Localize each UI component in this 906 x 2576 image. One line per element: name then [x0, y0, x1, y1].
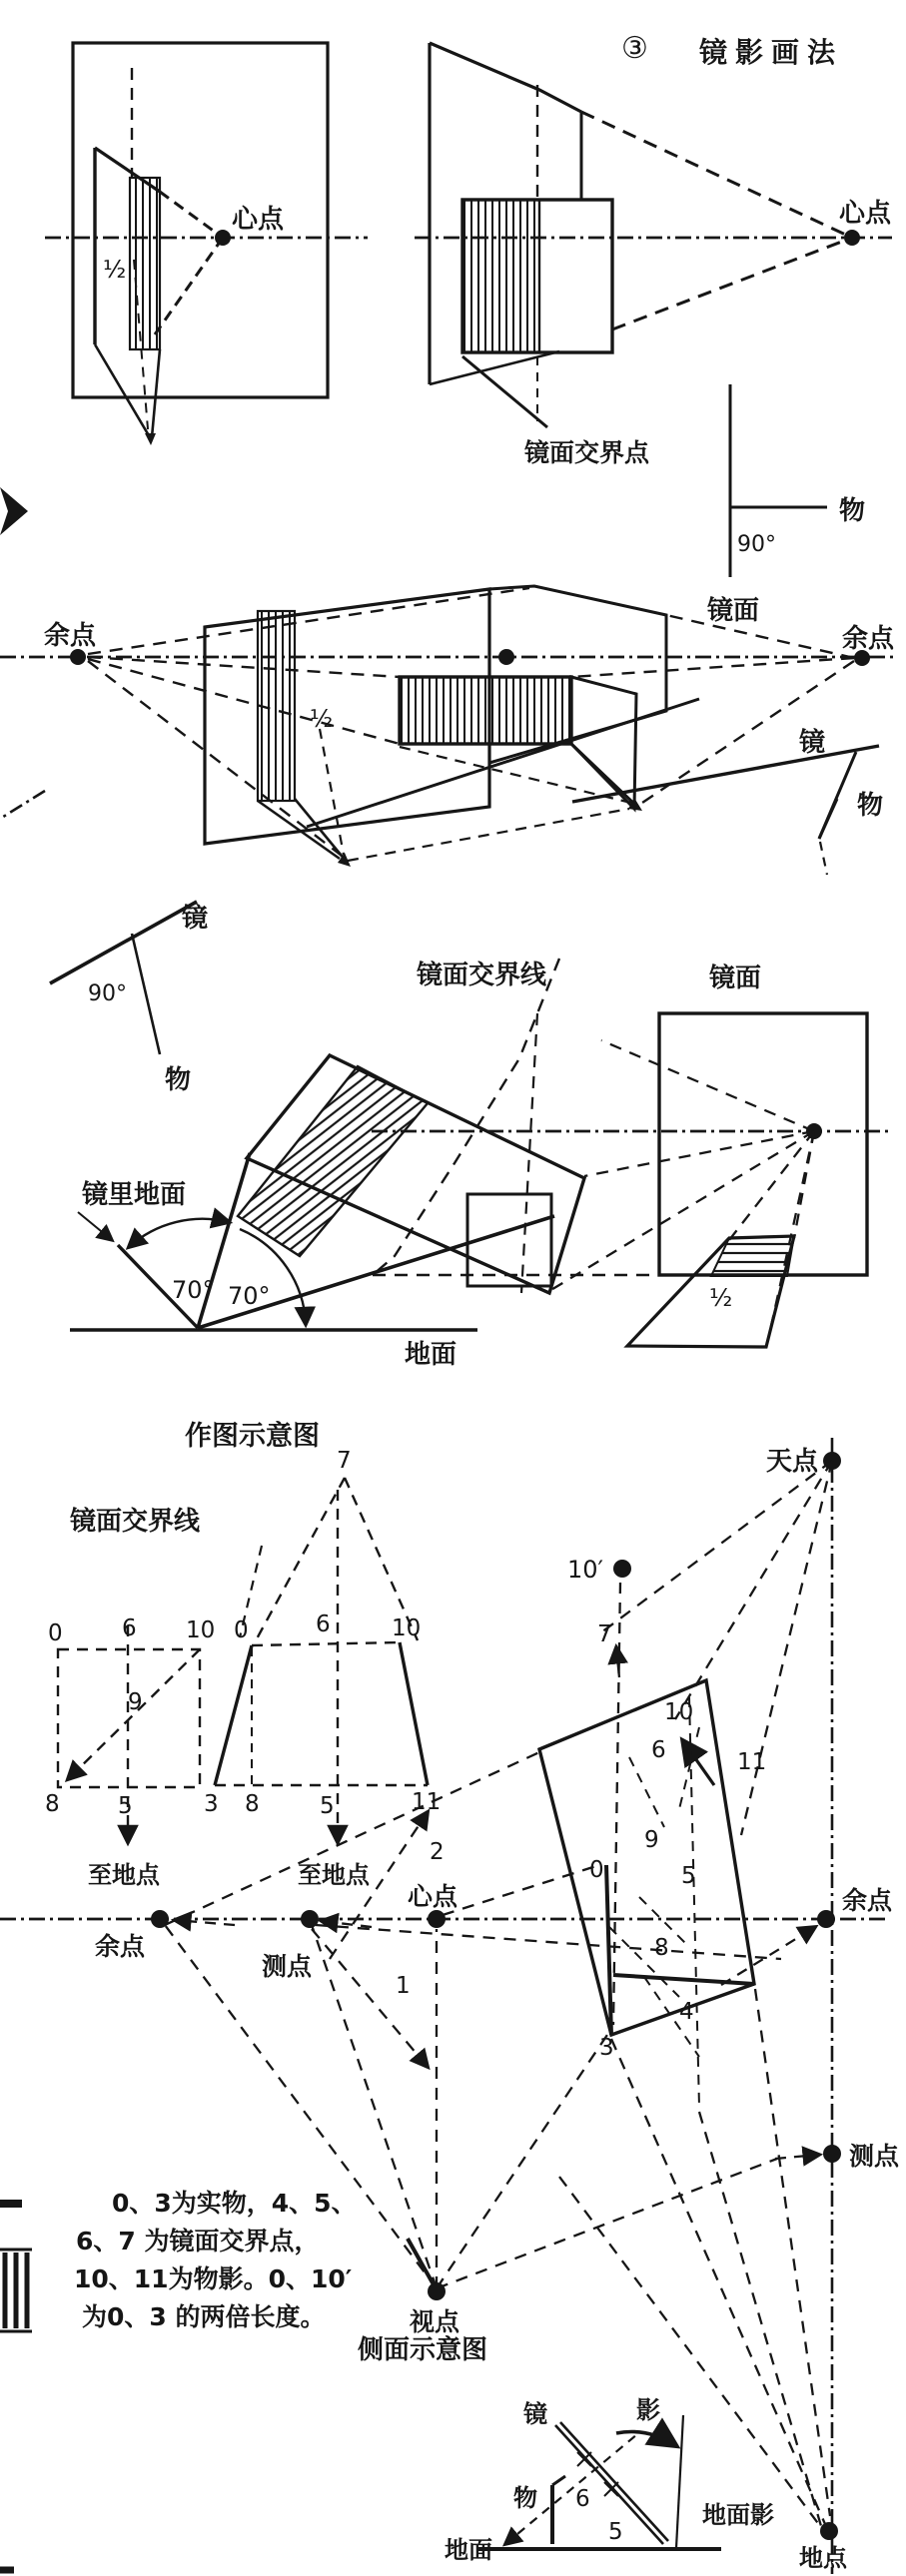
q-8: 8 [654, 1935, 669, 1961]
sq-8: 8 [45, 1791, 60, 1817]
angle-70-right: 70° [228, 1282, 271, 1310]
q-3: 3 [599, 2035, 614, 2061]
boundary-curve [462, 356, 547, 427]
object-line [132, 934, 160, 1054]
sq-9: 9 [128, 1689, 143, 1715]
shadow-stroke [616, 2432, 675, 2446]
label-1: 1 [396, 1973, 411, 1999]
ray-left-c [88, 659, 400, 744]
ray-upper [581, 112, 852, 238]
ground-shadow-label: 地面影 [702, 2501, 774, 2529]
tz-11: 11 [412, 1789, 442, 1815]
distance-point-right-label: 余点 [842, 1886, 893, 1915]
band-converge-dashed [320, 729, 344, 855]
in-mirror-ground-label: 镜里地面 [82, 1180, 187, 1210]
ten-prime-label: 10′ [567, 1556, 603, 1584]
ray-viewpoint-cedianR [437, 2159, 777, 2288]
tz-8: 8 [245, 1791, 260, 1817]
reflection-hatched [462, 200, 539, 352]
ray-center-to-bottom [155, 238, 223, 334]
panel-top-edge [95, 148, 160, 192]
ray-lower [612, 238, 852, 329]
ray-a [601, 1040, 814, 1131]
figure-header [621, 31, 843, 69]
ray-yudianL-quad [165, 1752, 539, 1925]
shadow-label: 影 [636, 2396, 660, 2424]
icon-object-dashes [820, 842, 827, 875]
sq-to-ground-point: 至地点 [88, 1861, 160, 1889]
q-4: 4 [679, 1999, 694, 2025]
band-converge-left [258, 801, 340, 859]
mirror-object-icon-line [572, 746, 879, 802]
note-line-2: 6、7 为镜面交界点， [76, 2227, 320, 2255]
angle-label: 90° [88, 981, 127, 1006]
ray-right-a [666, 615, 854, 658]
icon-mirror-90-object [50, 902, 208, 1095]
ground-label: 地面 [445, 2536, 492, 2564]
sq-6: 6 [122, 1615, 137, 1641]
viewpoint-label: 视点 [410, 2307, 460, 2336]
ground-point-dot [820, 2522, 838, 2540]
ray-b [584, 1131, 814, 1176]
sq-0: 0 [48, 1620, 63, 1646]
ray-through-8 [316, 1925, 781, 1959]
ten-prime-dot [613, 1560, 631, 1578]
sq-5: 5 [118, 1793, 133, 1819]
edge-arrow-mark [0, 487, 28, 535]
edge-dashdot-fragment [0, 791, 45, 819]
viewpoint-dot [428, 2282, 446, 2300]
tz-top-dashed [252, 1642, 400, 1645]
object-top-bend [552, 2476, 565, 2485]
label-2: 2 [430, 1839, 445, 1865]
quad-arrow-6 [683, 1741, 714, 1785]
apex-side-left-dashed [255, 1478, 345, 1642]
side-schematic-title: 侧面示意图 [358, 2335, 488, 2365]
panel-tip-arrowhead [145, 433, 156, 445]
mirror-frame [73, 43, 328, 397]
icon-object-edge-b [819, 799, 837, 839]
mirror-bottom-edge [430, 351, 559, 384]
distance-point-right-dot [817, 1910, 835, 1928]
half-mark: ½ [709, 1284, 733, 1312]
schematic-title: 作图示意图 [185, 1421, 320, 1452]
tz-6: 6 [316, 1611, 331, 1637]
shadow-vertical [676, 2415, 683, 2548]
tz-5: 5 [320, 1793, 335, 1819]
ray-viewpoint-q3 [437, 2032, 609, 2288]
mirror-top-edge [430, 43, 581, 112]
icon-object-mirror-90 [707, 384, 865, 626]
edge-roman-three-mark [0, 2250, 32, 2331]
arrow-into-cedian-right [775, 2155, 819, 2159]
distance-point-left-label: 余点 [95, 1932, 146, 1961]
mirror-boundary-line-label: 镜面交界线 [417, 961, 547, 990]
ray-e [794, 1131, 814, 1238]
object-label: 物 [513, 2484, 537, 2512]
drawing-two-point [0, 586, 895, 875]
tz-left-side [215, 1645, 252, 1785]
sq-10: 10 [186, 1617, 216, 1643]
ray-quad-didian [699, 2112, 821, 2526]
sky-point-label: 天点 [766, 1447, 819, 1477]
drawing-tilted-mirror [415, 43, 892, 467]
quad-dash-a [629, 1757, 664, 1827]
q-10: 10 [664, 1699, 694, 1725]
q-9: 9 [644, 1827, 659, 1853]
object-hatched-box [400, 677, 571, 744]
mirror-surface-label: 镜面 [709, 964, 762, 993]
drawing-construction-schematic [0, 1420, 900, 2574]
note-line-4: 为0、3 的两倍长度。 [82, 2302, 326, 2331]
center-point-label: 心点 [839, 199, 892, 229]
center-point-dot [215, 230, 231, 246]
measure-point-right-label: 测点 [849, 2142, 900, 2171]
object-label: 物 [165, 1065, 192, 1095]
mirror-boundary-line-label: 镜面交界线 [70, 1507, 201, 1537]
page-edge-marks [0, 487, 45, 2570]
drawing-ground-mirror [70, 959, 889, 1370]
icon-mirror-label: 镜 [799, 728, 826, 758]
half-mark: ½ [310, 705, 334, 733]
center-point-dot [844, 230, 860, 246]
ray-left-a [88, 588, 529, 654]
q-5: 5 [681, 1863, 696, 1889]
object-side-panel [571, 677, 636, 809]
distance-point-left-dot [70, 649, 86, 665]
skypoint-ray-b [675, 1461, 832, 1719]
tz-10: 10 [392, 1615, 422, 1641]
object-label: 物 [839, 496, 866, 526]
tz-right-side [400, 1642, 428, 1785]
ground-point-label: 地点 [799, 2544, 847, 2572]
tz-to-ground-point: 至地点 [298, 1861, 370, 1889]
half-mark: ½ [103, 256, 127, 284]
ray-left-b [88, 657, 400, 677]
tz-0: 0 [234, 1617, 249, 1643]
angle-arc-left [129, 1219, 229, 1247]
ray-q3-didian [611, 2039, 825, 2524]
in-mirror-pointer [78, 1212, 112, 1240]
ray-viewpoint-cedianL [312, 1925, 437, 2288]
ground-label: 地面 [405, 1340, 457, 1370]
ray-d [729, 1131, 814, 1240]
q-11: 11 [737, 1749, 767, 1775]
section-badge: ③ [621, 31, 648, 66]
arrow-into-yudian-left [175, 1920, 235, 1925]
seven-label: 7 [597, 1621, 612, 1647]
angle-70-left: 70° [172, 1276, 215, 1304]
q-0: 0 [589, 1857, 604, 1883]
angle-label: 90° [737, 532, 776, 557]
note-line-3: 10、11为物影。0、10′ [74, 2264, 353, 2293]
note-line-1: 0、3为实物，4、5、 [112, 2189, 357, 2218]
center-point-dot [428, 1910, 446, 1928]
tz-3: 3 [204, 1791, 219, 1817]
q-6: 6 [651, 1737, 666, 1763]
ray-left-d [88, 661, 346, 859]
horizon-mid-dot [498, 649, 514, 665]
arrow-into-cedian-left [322, 1921, 372, 1927]
measure-point-right-dot [823, 2145, 841, 2163]
mirror-boundary-point-label: 镜面交界点 [524, 438, 650, 467]
panel-bottom-right-converge [152, 349, 160, 437]
label-5: 5 [608, 2519, 623, 2545]
distance-point-left-label: 余点 [44, 621, 97, 651]
object-edge-0-3 [606, 1865, 611, 2035]
drawing-frontal-mirror [45, 43, 368, 445]
ray-top-to-center [160, 192, 223, 238]
label-6: 6 [575, 2486, 590, 2512]
ray-right-b [571, 658, 854, 677]
mirror-surface-label: 镜面 [707, 596, 760, 626]
wedge-dashed-b [348, 809, 629, 861]
distance-point-right-label: 余点 [842, 624, 895, 654]
icon-object-label: 物 [857, 791, 884, 821]
ray-q11-didian [755, 1989, 830, 2516]
ray-low-didian [559, 2177, 823, 2530]
mirror-label: 镜 [182, 904, 209, 934]
figure-title: 镜影画法 [699, 36, 844, 69]
mirror-line [50, 902, 197, 983]
quad-bottom-thick [613, 1975, 754, 1984]
center-point-label: 心点 [232, 205, 285, 235]
apex-7: 7 [337, 1448, 352, 1474]
measure-point-left-label: 测点 [262, 1952, 313, 1981]
quad-dash-b [679, 1727, 699, 1809]
mirror-label: 镜 [523, 2400, 547, 2428]
center-point-label: 心点 [408, 1882, 458, 1911]
